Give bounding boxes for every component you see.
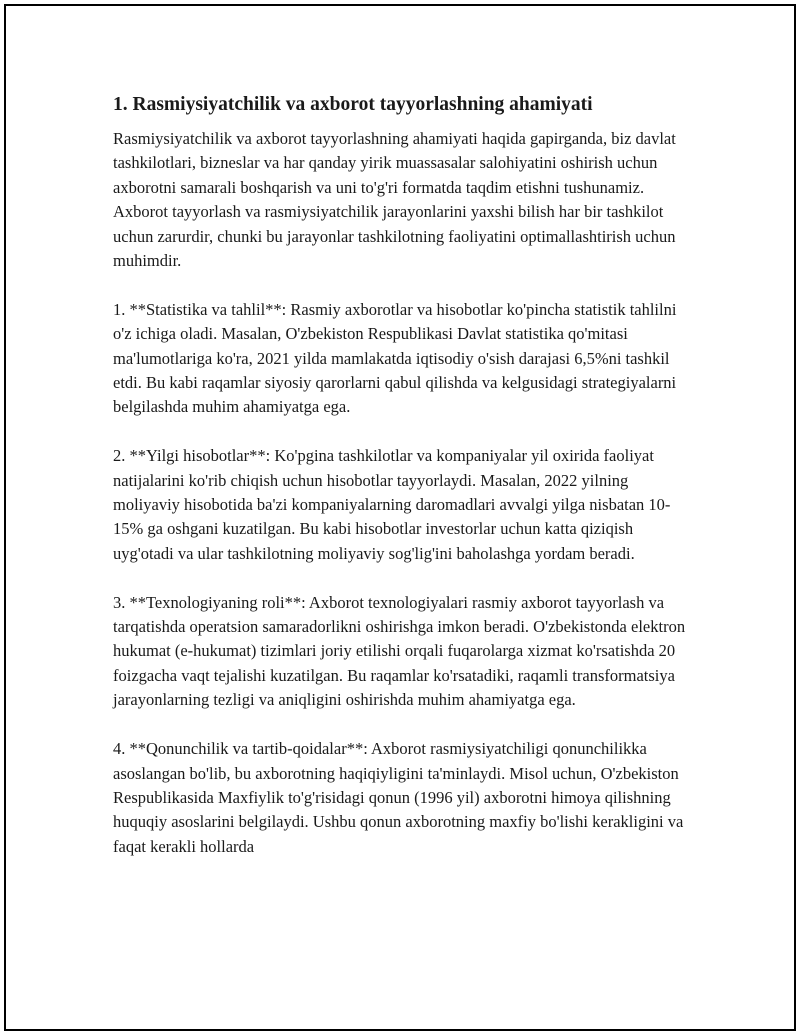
paragraph-statistika: 1. **Statistika va tahlil**: Rasmiy axborotlar va hisobotlar ko'pincha statistik tahlilni o'z ichiga oladi. Masalan, O'zbekiston Respublikasi Davlat statistika qo'mitasi ma'lumotlariga ko'ra, 2021 yilda mamlakatda iqtisodiy o'sish darajasi 6,5%ni tashkil etdi. Bu kabi raqamlar siyosiy qarorlarni qabul qilishda va kelgusidagi strategiyalarni belgilashda muhim ahamiyatga ega. [113,299,677,417]
document-body [113,93,693,884]
paragraph-yilgi-hisobotlar: 2. **Yilgi hisobotlar**: Ko'pgina tashkilotlar va kompaniyalar yil oxirida faoliyat natijalarini ko'rib chiqish uchun hisobotlar tayyorlaydi. Masalan, 2022 yilning moliyaviy hisobotida ba'zi kompaniyalarning daromadlari avvalgi yilga nisbatan 10-15% ga oshgani kuzatilgan. Bu kabi hisobotlar investorlar uchun katta qiziqish uyg'otadi va ular tashkilotning moliyaviy sog'lig'ini baholashga yordam beradi. [113,446,671,563]
paragraph-qonunchilik: 4. **Qonunchilik va tartib-qoidalar**: Axborot rasmiysiyatchiligi qonunchilikka asoslangan bo'lib, bu axborotning haqiqiyligini ta'minlaydi. Misol uchun, O'zbekiston Respublikasida Maxfiylik to'g'risidagi qonun (1996 yil) axborotni himoya qilishning huquqiy asoslarini belgilaydi. Ushbu qonun axborotning maxfiy bo'lishi kerakligini va faqat kerakli hollarda [113,739,684,856]
paragraph-texnologiya: 3. **Texnologiyaning roli**: Axborot texnologiyalari rasmiy axborot tayyorlash va tarqatishda operatsion samaradorlikni oshirishga imkon beradi. O'zbekistonda elektron hukumat (e-hukumat) tizimlari joriy etilishi orqali fuqarolarga xizmat ko'rsatishda 20 foizgacha vaqt tejalishi kuzatilgan. Bu raqamlar ko'rsatadiki, raqamli transformatsiya jarayonlarning tezligi va aniqligini oshirishda muhim ahamiyatga ega. [113,592,686,710]
intro-paragraph: Rasmiysiyatchilik va axborot tayyorlashning ahamiyati haqida gapirganda, biz davlat tashkilotlari, bizneslar va har qanday yirik muassasalar salohiyatini oshirish uchun axborotni samarali boshqarish va uni to'g'ri formatda taqdim etishni tushunamiz. Axborot tayyorlash va rasmiysiyatchilik jarayonlarini yaxshi bilish har bir tashkilot uchun zarurdir, chunki bu jarayonlar tashkilotning faoliyatini optimallashtirish uchun muhimdir. [113,129,676,271]
section-title: 1. Rasmiysiyatchilik va axborot tayyorlashning ahamiyati [113,94,593,115]
